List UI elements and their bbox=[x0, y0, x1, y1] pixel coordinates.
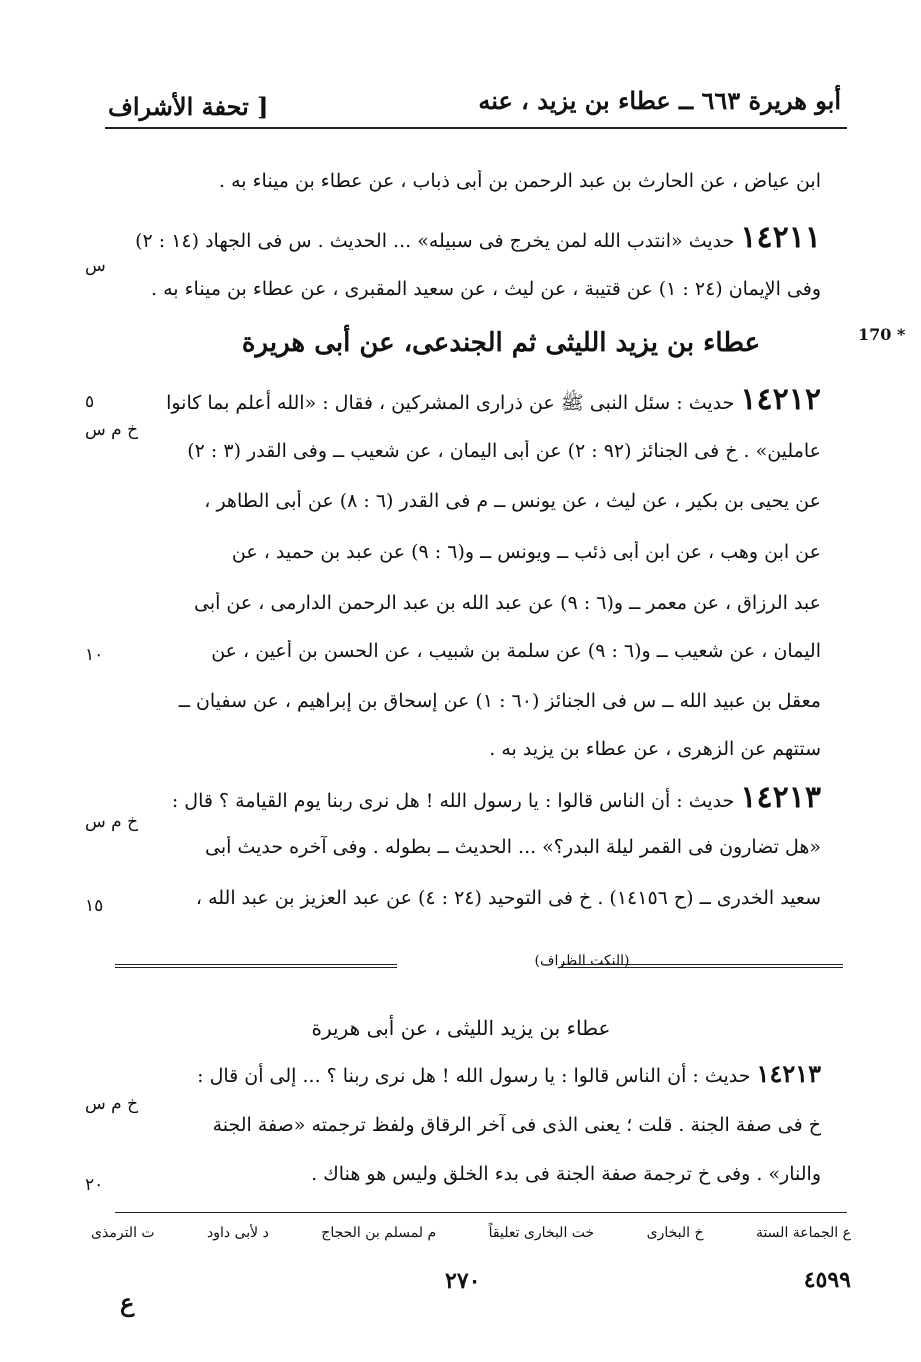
signature-code: ٤٥٩٩ bbox=[803, 1267, 851, 1293]
hadith-14212-line8: ستتهم عن الزهرى ، عن عطاء بن يزيد به . bbox=[489, 738, 821, 760]
nukat-14213-line3: والنار» . وفى خ ترجمة صفة الجنة فى بدء الخلق وليس هو هناك . bbox=[311, 1163, 821, 1185]
header-left-title: [ تحفة الأشراف bbox=[108, 92, 269, 121]
abbr-item: خ البخارى bbox=[646, 1225, 704, 1241]
hadith-14212-line6: اليمان ، عن شعيب ــ و(٦ : ٩) عن سلمة بن شبيب ، عن الحسن بن أعين ، عن bbox=[211, 640, 821, 662]
hadith-text: حديث : أن الناس قالوا : يا رسول الله ! هل نرى ربنا يوم القيامة ؟ قال : bbox=[171, 790, 735, 812]
text-line: ابن عياض ، عن الحارث بن عبد الرحمن بن أبى ذباب ، عن عطاء بن ميناء به . bbox=[219, 170, 821, 192]
hadith-14211-line1 bbox=[101, 220, 821, 256]
margin-number-20: ٢٠ bbox=[85, 1175, 104, 1195]
volume-letter: ع bbox=[120, 1288, 135, 1317]
nukat-title: عطاء بن يزيد الليثى ، عن أبى هريرة bbox=[311, 1016, 611, 1040]
hadith-text: حديث «انتدب الله لمن يخرج فى سبيله» ... الحديث . س فى الجهاد (١٤ : ٢) bbox=[135, 230, 735, 252]
hadith-14212-line5: عبد الرزاق ، عن معمر ــ و(٦ : ٩) عن عبد الله بن عبد الرحمن الدارمى ، عن أبى bbox=[193, 592, 821, 614]
abbr-item: د لأبى داود bbox=[207, 1225, 269, 1241]
hadith-number: ١٤٢١٣ bbox=[756, 1060, 821, 1088]
sigla-nukat: خ م س bbox=[85, 1094, 139, 1114]
hadith-number: ١٤٢١٢ bbox=[740, 382, 821, 417]
sigla-14212: خ م س bbox=[85, 420, 139, 440]
header-rule bbox=[105, 127, 847, 129]
hadith-text: حديث : أن الناس قالوا : يا رسول الله ! هل نرى ربنا ؟ ... إلى أن قال : bbox=[197, 1065, 751, 1087]
header-right-title: أبو هريرة ٦٦٣ ــ عطاء بن يزيد ، عنه bbox=[478, 86, 841, 115]
margin-number-15: ١٥ bbox=[85, 896, 104, 916]
hadith-14212-line7: معقل بن عبيد الله ــ س فى الجنائز (٦٠ : ١) عن إسحاق بن إبراهيم ، عن سفيان ــ bbox=[178, 690, 821, 712]
nukat-14213-line1 bbox=[101, 1060, 821, 1089]
abbr-item: خت البخارى تعليقاً bbox=[488, 1225, 595, 1241]
footer-abbreviations bbox=[91, 1225, 851, 1241]
margin-number-5: ٥ bbox=[85, 392, 95, 412]
hadith-text: حديث : سئل النبى ﷺ عن ذرارى المشركين ، فقال : «الله أعلم بما كانوا bbox=[166, 392, 735, 414]
nukat-divider bbox=[115, 953, 843, 972]
abbr-item: ت الترمذى bbox=[91, 1225, 155, 1241]
sigla-14211: س bbox=[85, 256, 106, 276]
divider-bar-right bbox=[561, 964, 843, 968]
footer-rule bbox=[115, 1212, 847, 1213]
hadith-14212-line3: عن يحيى بن بكير ، عن ليث ، عن يونس ــ م فى القدر (٦ : ٨) عن أبى الطاهر ، bbox=[204, 490, 821, 512]
hadith-14211-line2: وفى الإيمان (٢٤ : ١) عن قتيبة ، عن ليث ، عن سعيد المقبرى ، عن عطاء بن ميناء به . bbox=[151, 278, 821, 300]
nukat-14213-line2: خ فى صفة الجنة . قلت ؛ يعنى الذى فى آخر الرقاق ولفظ ترجمته «صفة الجنة bbox=[212, 1114, 821, 1136]
divider-bar-left bbox=[115, 964, 397, 968]
margin-number-10: ١٠ bbox=[85, 645, 104, 665]
hadith-14212-line1 bbox=[101, 382, 821, 418]
section-title: عطاء بن يزيد الليثى ثم الجندعى، عن أبى هريرة bbox=[241, 328, 761, 358]
hadith-14213-line2: «هل تضارون فى القمر ليلة البدر؟» ... الحديث ــ بطوله . وفى آخره حديث أبى bbox=[205, 836, 821, 858]
divider-label: (النكت الظراف) bbox=[534, 953, 630, 969]
sigla-14213: خ م س bbox=[85, 812, 139, 832]
hadith-number: ١٤٢١٣ bbox=[740, 780, 821, 815]
abbr-item: ع الجماعة الستة bbox=[755, 1225, 851, 1241]
hadith-14212-line4: عن ابن وهب ، عن ابن أبى ذئب ــ ويونس ــ و(٦ : ٩) عن عبد بن حميد ، عن bbox=[231, 541, 821, 563]
section-marker: 170 * bbox=[858, 325, 906, 344]
abbr-item: م لمسلم بن الحجاج bbox=[321, 1225, 437, 1241]
hadith-number: ١٤٢١١ bbox=[740, 220, 821, 255]
hadith-14212-line2: عاملين» . خ فى الجنائز (٩٢ : ٢) عن أبى اليمان ، عن شعيب ــ وفى القدر (٣ : ٢) bbox=[187, 440, 821, 462]
page-number: ٢٧٠ bbox=[445, 1268, 481, 1294]
hadith-14213-line1 bbox=[101, 780, 821, 816]
hadith-14213-line3: سعيد الخدرى ــ (ح ١٤١٥٦) . خ فى التوحيد (٢٤ : ٤) عن عبد العزيز بن عبد الله ، bbox=[195, 887, 821, 909]
